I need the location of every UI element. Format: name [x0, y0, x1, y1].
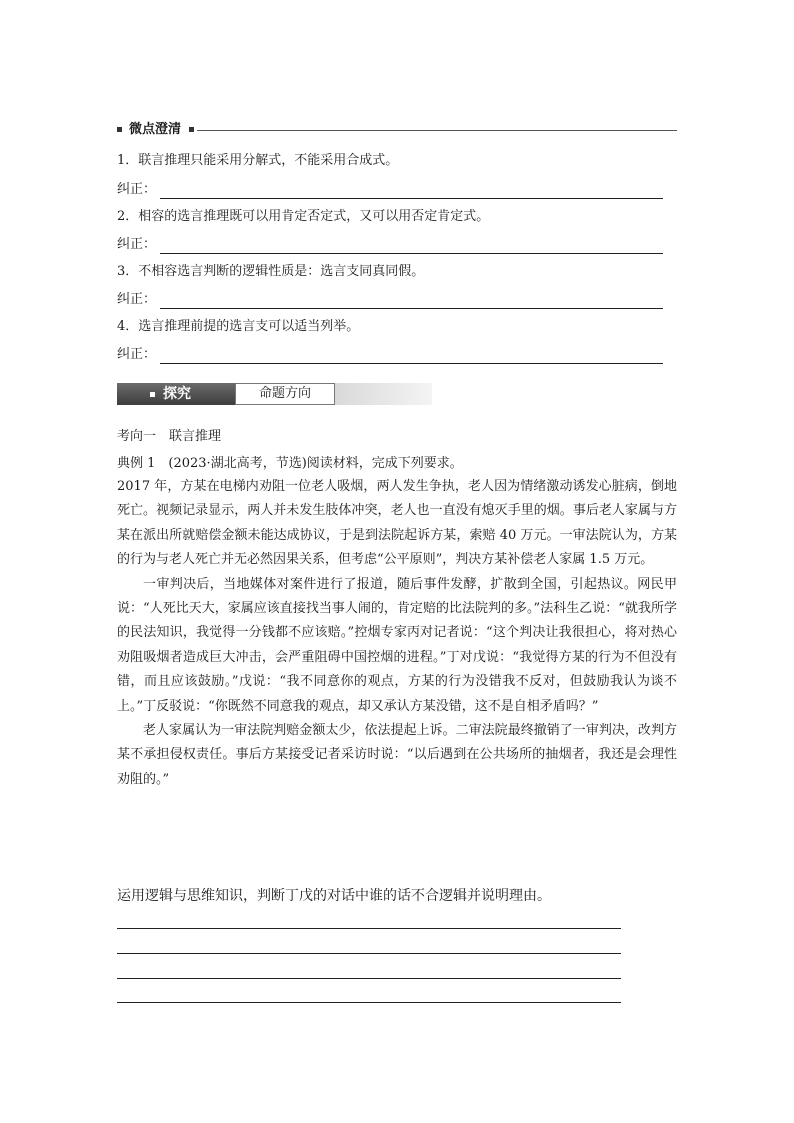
statement-3: 3．不相容选言判断的逻辑性质是：选言支同真同假。 [117, 264, 425, 279]
material-text [117, 475, 677, 792]
square-bullet-icon [150, 392, 155, 397]
statement-4: 4．选言推理前提的选言支可以适当列举。 [117, 319, 360, 334]
material-paragraph-3: 老人家属认为一审法院判赔金额太少，依法提起上诉。二审法院最终撤销了一审判决，改判方某不承担侵权责任。事后方某接受记者采访时说：“以后遇到在公共场所的抽烟者，我还是会理性劝阻的。” [117, 723, 677, 787]
correction-label: 纠正： [117, 347, 157, 362]
header-rule [197, 130, 677, 131]
banner-dark-tab [117, 383, 235, 405]
statement-1: 1．联言推理只能采用分解式，不能采用合成式。 [117, 153, 399, 168]
correction-label: 纠正： [117, 292, 157, 307]
banner-title: 探究 [163, 386, 191, 402]
square-bullet-icon [117, 127, 122, 132]
banner-subtitle: 命题方向 [258, 386, 311, 401]
answer-line[interactable] [117, 953, 621, 954]
statement-2: 2．相容的选言推理既可以用肯定否定式，又可以用否定肯定式。 [117, 209, 490, 224]
topic-heading: 考向一 联言推理 [117, 429, 222, 444]
section-title: 微点澄清 [129, 122, 182, 137]
answer-line[interactable] [160, 308, 663, 309]
material-paragraph-1: 2017 年，方某在电梯内劝阻一位老人吸烟，两人发生争执，老人因为情绪激动诱发心脏病，倒地死亡。视频记录显示，两人并未发生肢体冲突，老人也一直没有熄灭手里的烟。事后老人家属与方某在派出所就赔偿金额未能达成协议，于是到法院起诉方某，索赔 40 万元。一审法院认为，方某的行为与老人死亡并无必然因果关系，但考虑“公平原则”，判决方某补偿老人家属 1.5 万元。 [117, 479, 677, 568]
banner-gradient-tail [335, 383, 432, 405]
material-paragraph-2: 一审判决后，当地媒体对案件进行了报道，随后事件发酵，扩散到全国，引起热议。网民甲说：“人死比天大，家属应该直接找当事人闹的，肯定赔的比法院判的多。”法科生乙说：“就我所学的民法知识，我觉得一分钱都不应该赔。”控烟专家丙对记者说：“这个判决让我很担心，将对热心劝阻吸烟者造成巨大冲击，会严重阻碍中国控烟的进程。”丁对戊说：“我觉得方某的行为不但没有错，而且应该鼓励。”戊说：“我不同意你的观点，方某的行为没错我不反对，但鼓励我认为谈不上。”丁反驳说：“你既然不同意我的观点，却又承认方某没错，这不是自相矛盾吗？” [117, 576, 677, 714]
section-header-clarify [117, 121, 677, 139]
correction-row-4 [117, 346, 663, 364]
question-prompt: 运用逻辑与思维知识，判断丁戊的对话中谁的话不合逻辑并说明理由。 [117, 888, 551, 904]
correction-label: 纠正： [117, 237, 157, 252]
correction-row-1 [117, 181, 663, 199]
answer-line[interactable] [160, 198, 663, 199]
answer-line[interactable] [160, 253, 663, 254]
example-heading: 典例 1 (2023·湖北高考，节选)阅读材料，完成下列要求。 [117, 456, 463, 471]
correction-label: 纠正： [117, 182, 157, 197]
banner-light-tab [235, 383, 335, 405]
section-banner-explore [117, 381, 432, 407]
answer-line[interactable] [117, 928, 621, 929]
correction-row-2 [117, 236, 663, 254]
answer-line[interactable] [117, 1002, 621, 1003]
answer-line[interactable] [117, 978, 621, 979]
answer-line[interactable] [160, 363, 663, 364]
correction-row-3 [117, 291, 663, 309]
square-bullet-icon [189, 127, 194, 132]
